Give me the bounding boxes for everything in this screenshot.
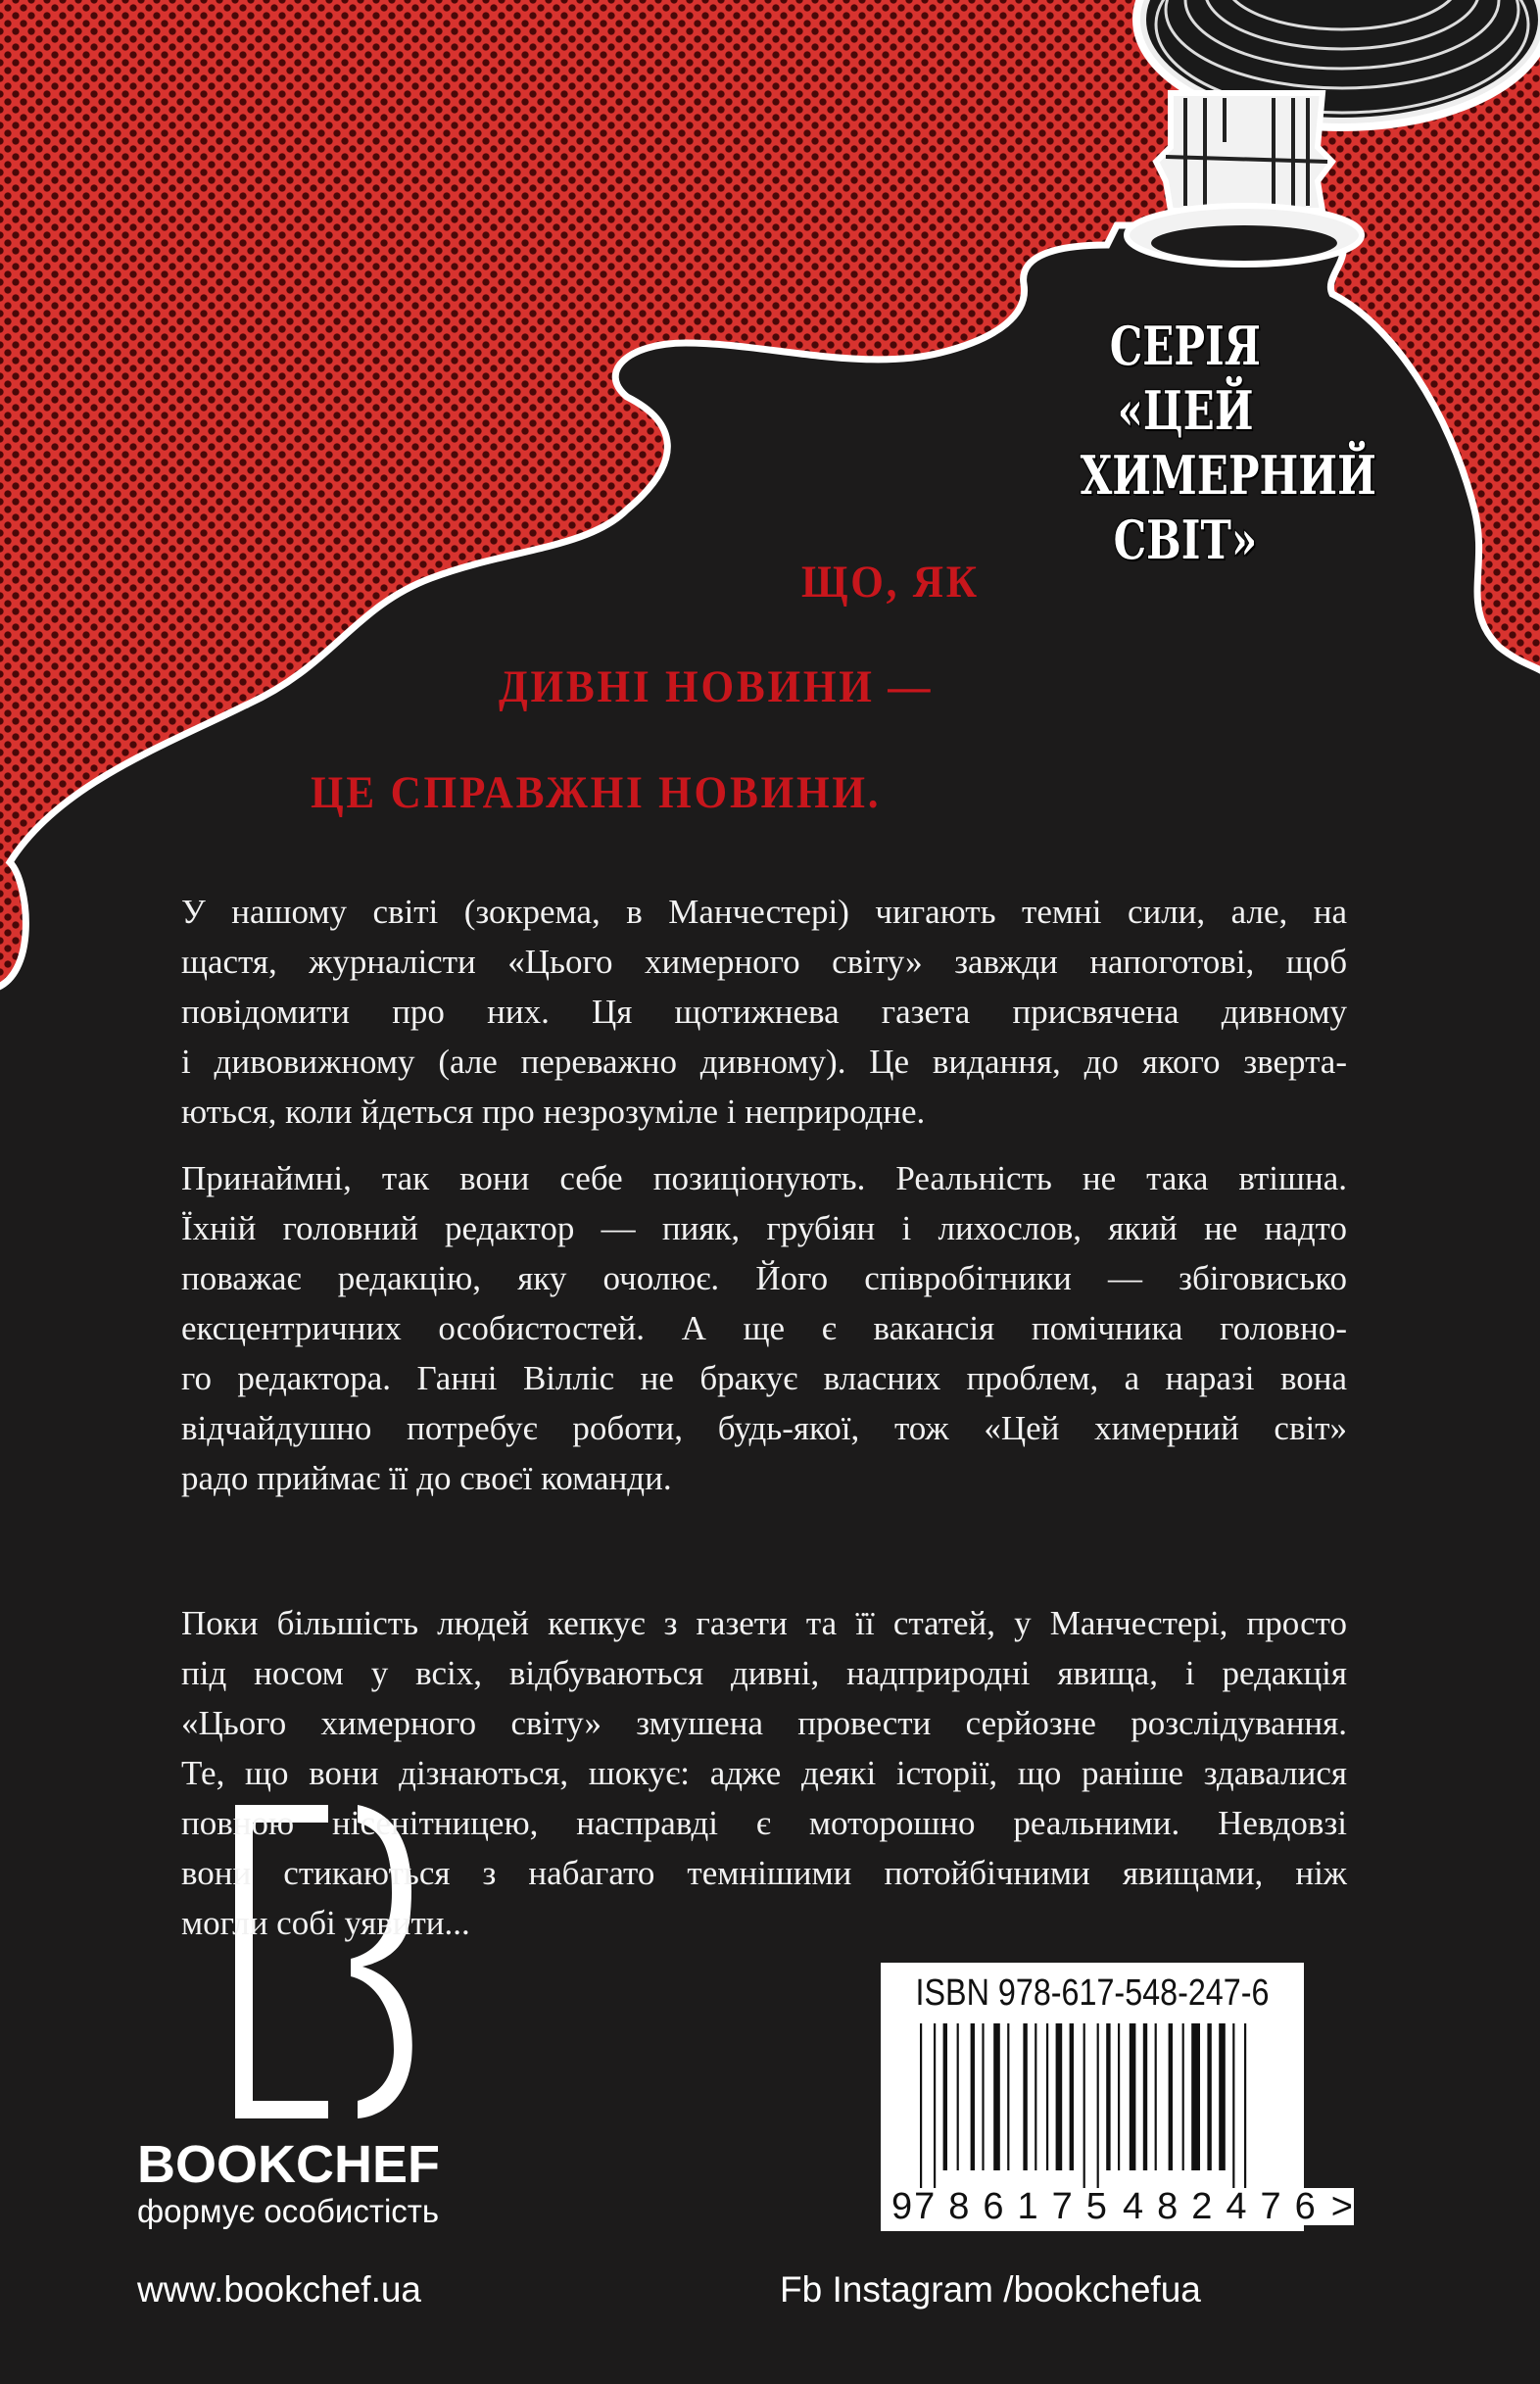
blurb-paragraph-1: [181, 887, 1347, 1137]
text-line: відчайдушно потребує роботи, будь-якої, тож «Цей химерний світ»: [181, 1409, 1347, 1447]
barcode-bar: [1130, 2023, 1136, 2170]
barcode-bar: [1023, 2023, 1027, 2170]
text-line: могли собі уявити...: [181, 1904, 470, 1942]
publisher-name: BOOKCHEF: [137, 2135, 440, 2194]
ean-digit-group: 786175: [914, 2186, 1121, 2227]
series-title: [1038, 315, 1376, 571]
ean-digits: [890, 2186, 1353, 2227]
barcode-bar: [1169, 2023, 1173, 2170]
blurb-paragraph-3: [181, 1598, 1347, 1948]
barcode-bar: [1244, 2023, 1246, 2198]
bottle-icon: [1127, 0, 1540, 265]
barcode-bar: [1007, 2023, 1009, 2170]
series-line: «ЦЕЙ: [1117, 379, 1254, 442]
barcode-bar: [1118, 2023, 1120, 2170]
barcode-bar: [1083, 2023, 1085, 2198]
text-line: поважає редакцію, яку очолює. Його співробітники — збіговисько: [181, 1259, 1347, 1297]
barcode-bar: [1155, 2023, 1157, 2170]
ean-digit-group: >: [1330, 2186, 1353, 2227]
barcode-bar: [1056, 2023, 1063, 2170]
barcode-bar: [1182, 2023, 1184, 2170]
blurb-paragraph-2: [181, 1153, 1347, 1503]
barcode-bar: [993, 2023, 1000, 2170]
text-line: Те, що вони дізнаються, шокує: адже деякі історії, що раніше здавалися: [181, 1754, 1347, 1792]
website-link[interactable]: www.bookchef.ua: [137, 2269, 422, 2310]
text-line: повідомити про них. Ця щотижнева газета присвячена дивному: [181, 993, 1347, 1031]
series-line: СЕРІЯ: [1109, 315, 1262, 377]
barcode-bar: [1035, 2023, 1036, 2170]
text-line: У нашому світі (зокрема, в Манчестері) чигають темні сили, але, на: [181, 893, 1347, 931]
social-links[interactable]: Fb Instagram /bookchefua: [780, 2269, 1201, 2310]
text-line: вони стикаються з набагато темнішими потойбічними явищами, ніж: [181, 1854, 1347, 1892]
headline-line: ЦЕ СПРАВЖНІ НОВИНИ.: [311, 767, 882, 818]
ean-digit-group: 482476: [1122, 2186, 1329, 2227]
barcode-bar: [920, 2023, 922, 2198]
barcode-bar: [971, 2023, 975, 2170]
isbn-barcode: [881, 1963, 1353, 2231]
text-line: «Цього химерного світу» змушена провести серйозне розслідування.: [181, 1704, 1347, 1742]
text-line: ються, коли йдеться про незрозуміле і неприродне.: [181, 1093, 926, 1131]
headline-line: ДИВНІ НОВИНИ —: [499, 661, 934, 712]
headline-line: ЩО, ЯК: [801, 557, 980, 608]
barcode-bar: [943, 2023, 947, 2170]
isbn-number: ISBN 978-617-548-247-6: [915, 1972, 1270, 2014]
text-line: Їхній головний редактор — пияк, грубіян і лихослов, який не надто: [181, 1209, 1347, 1247]
series-line: СВІТ»: [1113, 509, 1258, 571]
text-line: го редактора. Ганні Вілліс не бракує власних проблем, а наразі вона: [181, 1359, 1347, 1397]
text-line: Поки більшість людей кепкує з газети та її статей, у Манчестері, просто: [181, 1604, 1347, 1642]
text-line: і дивовижному (але переважно дивному). Це видання, до якого зверта-: [181, 1043, 1347, 1081]
ean-digit-group: 9: [891, 2186, 913, 2227]
text-line: під носом у всіх, відбуваються дивні, надприродні явища, і редакція: [181, 1654, 1347, 1692]
barcode-bars: [920, 2023, 1273, 2198]
text-line: щастя, журналісти «Цього химерного світу» завжди напоготові, щоб: [181, 943, 1347, 981]
barcode-bar: [982, 2023, 984, 2170]
text-line: повною нісенітницею, насправді є моторошно реальними. Невдовзі: [181, 1804, 1347, 1842]
barcode-bar: [1219, 2023, 1226, 2170]
series-line: ХИМЕРНИЙ: [1080, 444, 1376, 507]
text-line: радо приймає її до своєї команди.: [181, 1459, 672, 1497]
publisher-tagline: формує особистість: [137, 2193, 440, 2229]
barcode-bar: [1106, 2023, 1110, 2170]
barcode-bar: [934, 2023, 936, 2198]
barcode-bar: [1097, 2023, 1099, 2198]
barcode-bar: [1207, 2023, 1211, 2170]
barcode-bar: [1143, 2023, 1147, 2170]
text-line: ексцентричних особистостей. А ще є вакансія помічника головно-: [181, 1309, 1347, 1347]
barcode-bar: [1070, 2023, 1074, 2170]
barcode-bar: [1046, 2023, 1048, 2170]
text-line: Принаймні, так вони себе позиціонують. Реальність не така втішна.: [181, 1159, 1347, 1197]
barcode-bar: [1191, 2023, 1200, 2170]
barcode-bar: [1232, 2023, 1234, 2198]
barcode-bar: [957, 2023, 959, 2170]
